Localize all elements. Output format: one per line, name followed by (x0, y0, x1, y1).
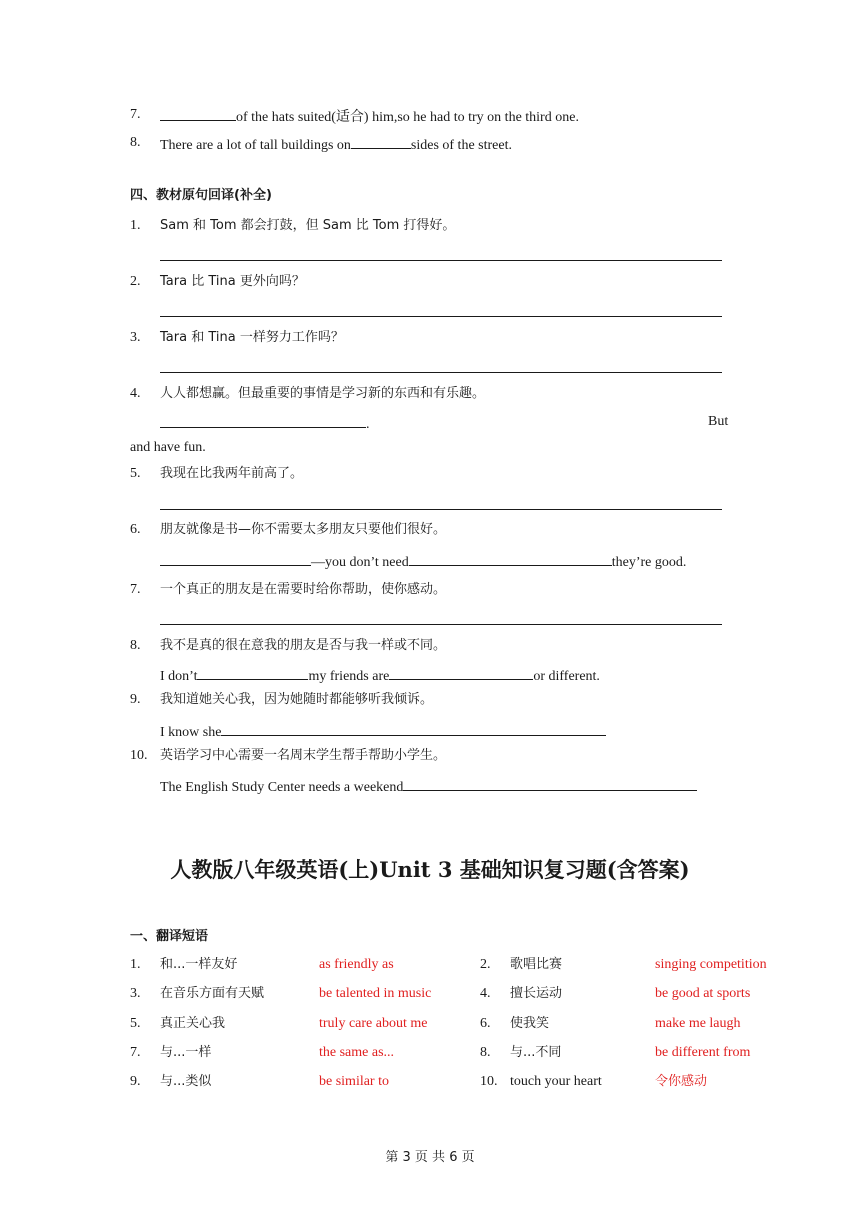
phrase-prompt: 擅长运动 (510, 986, 563, 1001)
item-number: 7. (130, 582, 141, 597)
answer-line[interactable] (160, 260, 722, 261)
item-number: 4. (130, 386, 141, 401)
sentence-text: —you don’t need (311, 555, 409, 570)
item-number: 2. (480, 957, 491, 972)
sentence-text: There are a lot of tall buildings on (160, 138, 351, 153)
phrase-answer: be similar to (319, 1074, 389, 1089)
sentence-text: I don’t (160, 669, 198, 684)
answer-blank[interactable] (197, 665, 308, 680)
item-number: 2. (130, 274, 141, 289)
phrase-answer: as friendly as (319, 957, 394, 972)
phrase-prompt: 与...类似 (160, 1074, 212, 1089)
chinese-sentence: 我知道她关心我，因为她随时都能够听我倾诉。 (160, 692, 434, 707)
sentence-text: The English Study Center needs a weekend (160, 780, 404, 795)
sentence-text: sides of the street. (410, 138, 512, 153)
item-number: 1. (130, 218, 141, 233)
phrase-prompt: 歌唱比赛 (510, 957, 563, 972)
answer-blank[interactable] (160, 413, 366, 428)
answer-line[interactable] (160, 372, 722, 373)
answer-line[interactable] (160, 509, 722, 510)
phrase-answer: singing competition (655, 957, 767, 972)
phrase-answer: truly care about me (319, 1016, 428, 1031)
chinese-sentence: Sam 和 Tom 都会打鼓，但 Sam 比 Tom 打得好。 (160, 218, 456, 233)
item-number: 10. (480, 1074, 498, 1089)
phrase-prompt: 真正关心我 (160, 1016, 226, 1031)
phrase-answer: be different from (655, 1045, 751, 1060)
item-number: 3. (130, 986, 141, 1001)
item-number: 5. (130, 1016, 141, 1031)
phrase-answer: make me laugh (655, 1016, 741, 1031)
phrase-prompt: 使我笑 (510, 1016, 550, 1031)
item-number: 8. (130, 135, 141, 150)
phrase-answer: be talented in music (319, 986, 432, 1001)
page-footer: 第 3 页 共 6 页 (385, 1150, 475, 1165)
item-number: 6. (130, 522, 141, 537)
fill-line-6 (160, 551, 686, 572)
phrase-prompt: touch your heart (510, 1074, 602, 1089)
phrase-prompt: 与...一样 (160, 1045, 212, 1060)
sentence-text: they’re good. (611, 555, 687, 570)
item-number: 8. (480, 1045, 491, 1060)
chinese-sentence: Tara 比 Tina 更外向吗？ (160, 274, 305, 289)
answer-line[interactable] (160, 316, 722, 317)
section-heading: 一、翻译短语 (130, 929, 209, 944)
fill-sentence-8 (160, 134, 512, 155)
chinese-sentence: 人人都想赢。但最重要的事情是学习新的东西和有乐趣。 (160, 386, 486, 401)
chinese-sentence: 我不是真的很在意我的朋友是否与我一样或不同。 (160, 638, 447, 653)
answer-blank[interactable] (221, 721, 606, 736)
sentence-text: and have fun. (130, 440, 206, 455)
page-title: 人教版八年级英语(上)Unit 3 基础知识复习题(含答案) (170, 857, 690, 882)
answer-blank[interactable] (403, 776, 697, 791)
fill-line-9 (160, 721, 606, 742)
answer-blank[interactable] (409, 551, 612, 566)
sentence-text: of the hats suited(适合) him,so he had to try on the third one. (236, 110, 579, 125)
phrase-answer: be good at sports (655, 986, 751, 1001)
section-heading: 四、教材原句回译(补全) (130, 188, 272, 203)
fill-line-4 (160, 413, 370, 434)
sentence-text: . (366, 417, 370, 432)
chinese-sentence: 英语学习中心需要一名周末学生帮手帮助小学生。 (160, 748, 447, 763)
phrase-answer: 令你感动 (655, 1074, 708, 1089)
item-number: 3. (130, 330, 141, 345)
fill-line-8 (160, 665, 600, 686)
item-number: 5. (130, 466, 141, 481)
chinese-sentence: Tara 和 Tina 一样努力工作吗？ (160, 330, 344, 345)
answer-blank[interactable] (351, 134, 411, 149)
phrase-answer: the same as... (319, 1045, 395, 1060)
fill-line-10 (160, 776, 697, 797)
phrase-prompt: 和...一样友好 (160, 957, 238, 972)
item-number: 4. (480, 986, 491, 1001)
chinese-sentence: 一个真正的朋友是在需要时给你帮助，使你感动。 (160, 582, 447, 597)
phrase-prompt: 与...不同 (510, 1045, 562, 1060)
item-number: 7. (130, 1045, 141, 1060)
sentence-text: But (708, 414, 729, 429)
answer-blank[interactable] (160, 106, 236, 121)
chinese-sentence: 朋友就像是书—你不需要太多朋友只要他们很好。 (160, 522, 447, 537)
item-number: 1. (130, 957, 141, 972)
answer-blank[interactable] (160, 551, 311, 566)
item-number: 8. (130, 638, 141, 653)
answer-blank[interactable] (389, 665, 533, 680)
item-number: 7. (130, 107, 141, 122)
answer-line[interactable] (160, 624, 722, 625)
sentence-text: my friends are (308, 669, 390, 684)
sentence-text: I know she (160, 725, 222, 740)
item-number: 9. (130, 1074, 141, 1089)
fill-sentence-7 (160, 106, 579, 127)
chinese-sentence: 我现在比我两年前高了。 (160, 466, 304, 481)
item-number: 9. (130, 692, 141, 707)
item-number: 10. (130, 748, 148, 763)
sentence-text: or different. (533, 669, 600, 684)
phrase-prompt: 在音乐方面有天赋 (160, 986, 265, 1001)
item-number: 6. (480, 1016, 491, 1031)
